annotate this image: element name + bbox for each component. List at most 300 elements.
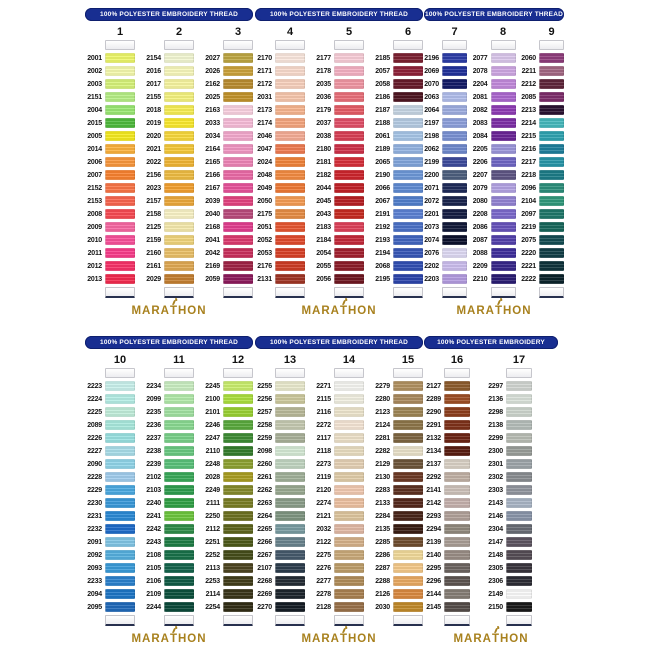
thread-swatch: [164, 394, 194, 404]
thread-swatch: [444, 602, 470, 612]
thread-swatch: [491, 248, 516, 258]
thread-row: [203, 420, 253, 430]
thread-code: 2186: [375, 93, 390, 101]
thread-row: [144, 92, 194, 102]
thread-swatch: [393, 433, 423, 443]
thread-swatch: [164, 261, 194, 271]
thread-swatch: [442, 235, 467, 245]
thread-swatch: [393, 105, 423, 115]
thread-row: [314, 394, 364, 404]
thread-code: 2006: [87, 158, 102, 166]
thread-code: 2136: [488, 395, 503, 403]
thread-code: 2280: [375, 395, 390, 403]
thread-code: 2025: [205, 93, 220, 101]
brand-text-left: MARA: [301, 305, 340, 317]
thread-code: 2042: [205, 249, 220, 257]
thread-code: 2034: [205, 132, 220, 140]
thread-swatch: [393, 118, 423, 128]
thread-code: 2177: [316, 54, 331, 62]
thread-code: 2301: [488, 460, 503, 468]
thread-column: [85, 26, 135, 298]
thread-swatch: [334, 563, 364, 573]
thread-swatch: [223, 105, 253, 115]
thread-code: 2089: [87, 421, 102, 429]
thread-row: [424, 511, 470, 521]
thread-swatch: [393, 274, 423, 284]
thread-row: [373, 196, 423, 206]
thread-code: 2121: [316, 512, 331, 520]
thread-swatch: [506, 537, 532, 547]
thread-row: [144, 209, 194, 219]
thread-swatch: [275, 274, 305, 284]
thread-swatch: [393, 602, 423, 612]
spool-bottom: [334, 615, 364, 626]
thread-swatch: [444, 472, 470, 482]
thread-code: 2303: [488, 486, 503, 494]
thread-code: 2196: [424, 54, 439, 62]
thread-code: 2227: [87, 447, 102, 455]
thread-code: 2170: [257, 54, 272, 62]
thread-row: [486, 433, 532, 443]
thread-code: 2232: [87, 525, 102, 533]
thread-row: [314, 498, 364, 508]
thread-swatch: [275, 157, 305, 167]
thread-code: 2214: [521, 119, 536, 127]
thread-swatch: [105, 459, 135, 469]
thread-swatch: [334, 589, 364, 599]
thread-swatch: [164, 66, 194, 76]
spool-bottom: [444, 615, 470, 626]
thread-code: 2221: [521, 262, 536, 270]
brand-letter-t: T: [495, 305, 503, 317]
thread-code: 2109: [146, 590, 161, 598]
thread-swatch: [393, 576, 423, 586]
thread-swatch: [444, 459, 470, 469]
thread-swatch: [334, 66, 364, 76]
thread-row: [255, 485, 305, 495]
thread-swatch: [334, 196, 364, 206]
spool-bottom: [223, 287, 253, 298]
thread-row: [314, 118, 364, 128]
thread-swatch: [275, 433, 305, 443]
thread-row: [373, 53, 423, 63]
thread-swatch: [223, 511, 253, 521]
thread-row: [314, 235, 364, 245]
thread-swatch: [275, 394, 305, 404]
thread-swatch: [105, 248, 135, 258]
spool-bottom: [275, 615, 305, 626]
thread-code: 2239: [146, 460, 161, 468]
thread-code: 2148: [488, 551, 503, 559]
thread-swatch: [275, 131, 305, 141]
thread-row: [424, 131, 467, 141]
thread-code: 2281: [375, 434, 390, 442]
panel-header: 100% POLYESTER EMBROIDERY THREAD: [255, 336, 423, 349]
spool-top: [393, 40, 423, 50]
column-number: 12: [231, 354, 245, 366]
thread-code: 2028: [205, 473, 220, 481]
thread-swatch: [444, 524, 470, 534]
thread-code: 2039: [205, 197, 220, 205]
thread-swatch: [506, 550, 532, 560]
thread-swatch: [442, 118, 467, 128]
thread-code: 2167: [205, 184, 220, 192]
thread-swatch: [491, 183, 516, 193]
thread-swatch: [223, 53, 253, 63]
thread-code: 2032: [316, 525, 331, 533]
thread-swatch: [393, 381, 423, 391]
thread-row: [373, 433, 423, 443]
thread-swatch: [105, 394, 135, 404]
thread-row: [85, 209, 135, 219]
thread-row: [85, 524, 135, 534]
thread-swatch: [223, 235, 253, 245]
thread-code: 2127: [426, 382, 441, 390]
thread-code: 2180: [316, 145, 331, 153]
column-number: 6: [404, 26, 412, 38]
thread-column: [373, 354, 423, 626]
thread-code: 2064: [424, 106, 439, 114]
thread-code: 2292: [426, 473, 441, 481]
thread-row: [373, 407, 423, 417]
thread-column: [203, 26, 253, 298]
thread-code: 2245: [205, 382, 220, 390]
thread-code: 2271: [316, 382, 331, 390]
thread-swatch: [334, 105, 364, 115]
thread-row: [255, 576, 305, 586]
thread-row: [373, 381, 423, 391]
thread-row: [255, 394, 305, 404]
thread-row: [144, 274, 194, 284]
thread-code: 2237: [146, 434, 161, 442]
thread-code: 2293: [426, 512, 441, 520]
thread-row: [144, 407, 194, 417]
thread-row: [521, 274, 564, 284]
thread-row: [486, 446, 532, 456]
thread-code: 2084: [472, 132, 488, 140]
thread-row: [486, 563, 532, 573]
thread-code: 2122: [316, 538, 331, 546]
thread-swatch: [393, 79, 423, 89]
thread-swatch: [539, 79, 564, 89]
thread-swatch: [539, 261, 564, 271]
thread-swatch: [164, 446, 194, 456]
thread-swatch: [105, 446, 135, 456]
thread-swatch: [393, 196, 423, 206]
thread-swatch: [393, 248, 423, 258]
thread-swatch: [393, 222, 423, 232]
thread-swatch: [105, 524, 135, 534]
thread-row: [255, 170, 305, 180]
thread-code: 2047: [257, 145, 272, 153]
thread-code: 2201: [424, 210, 439, 218]
thread-code: 2296: [426, 577, 441, 585]
thread-row: [255, 511, 305, 521]
thread-swatch: [442, 170, 467, 180]
spool-bottom: [164, 287, 194, 298]
thread-row: [144, 66, 194, 76]
thread-code: 2229: [87, 486, 102, 494]
thread-code: 2249: [205, 486, 220, 494]
thread-swatch: [491, 170, 516, 180]
thread-code: 2298: [488, 408, 503, 416]
thread-row: [521, 144, 564, 154]
thread-row: [203, 381, 253, 391]
thread-swatch: [539, 66, 564, 76]
thread-swatch: [334, 92, 364, 102]
thread-swatch: [539, 222, 564, 232]
thread-code: 2197: [424, 119, 439, 127]
thread-swatch: [442, 66, 467, 76]
thread-code: 2077: [472, 54, 488, 62]
thread-code: 2185: [375, 54, 390, 62]
thread-row: [314, 589, 364, 599]
thread-code: 2234: [146, 382, 161, 390]
thread-code: 2005: [87, 132, 102, 140]
thread-swatch: [442, 92, 467, 102]
thread-swatch: [223, 524, 253, 534]
thread-swatch: [164, 274, 194, 284]
thread-row: [486, 576, 532, 586]
thread-code: 2068: [375, 262, 390, 270]
thread-swatch: [275, 261, 305, 271]
thread-code: 2176: [257, 262, 272, 270]
thread-swatch: [539, 144, 564, 154]
spool-bottom: [491, 287, 516, 298]
thread-swatch: [539, 248, 564, 258]
thread-row: [255, 537, 305, 547]
thread-swatch: [491, 92, 516, 102]
thread-swatch: [393, 420, 423, 430]
thread-code: 2193: [375, 236, 390, 244]
thread-swatch: [442, 196, 467, 206]
thread-row: [424, 66, 467, 76]
thread-swatch: [223, 589, 253, 599]
thread-row: [521, 105, 564, 115]
flame-icon: [172, 300, 176, 305]
thread-swatch: [164, 511, 194, 521]
thread-swatch: [275, 66, 305, 76]
thread-row: [255, 53, 305, 63]
thread-row: [521, 222, 564, 232]
thread-swatch: [164, 131, 194, 141]
thread-code: 2073: [424, 223, 439, 231]
spool-bottom: [393, 615, 423, 626]
thread-swatch: [164, 420, 194, 430]
thread-row: [144, 105, 194, 115]
thread-swatch: [223, 602, 253, 612]
thread-row: [203, 576, 253, 586]
thread-code: 2083: [472, 119, 488, 127]
thread-code: 2157: [146, 197, 161, 205]
thread-code: 2114: [205, 590, 220, 598]
thread-swatch: [223, 394, 253, 404]
brand-logo: [424, 633, 558, 645]
thread-swatch: [393, 537, 423, 547]
thread-swatch: [275, 248, 305, 258]
thread-code: 2282: [375, 447, 390, 455]
thread-code: 2041: [205, 236, 220, 244]
thread-swatch: [164, 170, 194, 180]
thread-row: [373, 459, 423, 469]
thread-row: [144, 394, 194, 404]
thread-swatch: [105, 485, 135, 495]
column-number: 14: [342, 354, 356, 366]
thread-code: 2141: [426, 486, 441, 494]
thread-row: [203, 222, 253, 232]
spool-top: [444, 368, 470, 378]
thread-code: 2082: [472, 106, 488, 114]
thread-code: 2140: [426, 551, 441, 559]
thread-code: 2190: [375, 171, 390, 179]
thread-code: 2166: [205, 171, 220, 179]
thread-code: 2220: [521, 249, 536, 257]
column-number: 11: [173, 354, 185, 366]
thread-row: [203, 157, 253, 167]
thread-row: [203, 170, 253, 180]
thread-swatch: [444, 576, 470, 586]
thread-swatch: [491, 79, 516, 89]
thread-swatch: [275, 550, 305, 560]
thread-row: [424, 157, 467, 167]
thread-row: [85, 248, 135, 258]
thread-column: [424, 26, 467, 298]
thread-swatch: [223, 537, 253, 547]
thread-swatch: [164, 209, 194, 219]
thread-row: [373, 222, 423, 232]
thread-row: [314, 105, 364, 115]
thread-code: 2265: [257, 525, 272, 533]
thread-swatch: [164, 118, 194, 128]
thread-code: 2158: [146, 210, 161, 218]
thread-row: [85, 420, 135, 430]
thread-swatch: [442, 105, 467, 115]
thread-swatch: [442, 248, 467, 258]
thread-code: 2283: [375, 486, 390, 494]
thread-row: [486, 472, 532, 482]
thread-swatch: [393, 407, 423, 417]
thread-row: [373, 563, 423, 573]
thread-code: 2240: [146, 499, 161, 507]
thread-code: 2216: [521, 145, 536, 153]
thread-swatch: [444, 589, 470, 599]
thread-swatch: [223, 92, 253, 102]
thread-code: 2010: [87, 236, 102, 244]
thread-row: [486, 589, 532, 599]
thread-row: [424, 381, 470, 391]
thread-row: [203, 274, 253, 284]
thread-row: [85, 589, 135, 599]
thread-column: [314, 354, 364, 626]
thread-row: [424, 222, 467, 232]
thread-code: 2151: [87, 93, 102, 101]
brand-text-right: HON: [347, 633, 377, 645]
thread-row: [424, 209, 467, 219]
thread-code: 2031: [257, 93, 272, 101]
brand-letter-t: T: [170, 305, 178, 317]
thread-swatch: [334, 157, 364, 167]
thread-code: 2200: [424, 171, 439, 179]
thread-row: [373, 420, 423, 430]
thread-swatch: [334, 144, 364, 154]
spool-bottom: [442, 287, 467, 298]
thread-swatch: [444, 407, 470, 417]
thread-swatch: [223, 274, 253, 284]
thread-row: [85, 196, 135, 206]
thread-row: [521, 196, 564, 206]
thread-column: [521, 26, 564, 298]
thread-code: 2210: [472, 275, 488, 283]
thread-row: [255, 131, 305, 141]
column-number: 10: [113, 354, 127, 366]
thread-code: 2171: [257, 67, 272, 75]
thread-code: 2259: [257, 434, 272, 442]
thread-code: 2300: [488, 447, 503, 455]
thread-row: [473, 66, 516, 76]
thread-swatch: [164, 381, 194, 391]
thread-code: 2046: [257, 132, 272, 140]
thread-row: [424, 144, 467, 154]
thread-column: [373, 26, 423, 298]
thread-code: 2213: [521, 106, 536, 114]
thread-swatch: [105, 131, 135, 141]
thread-swatch: [393, 446, 423, 456]
thread-code: 2101: [205, 408, 220, 416]
thread-swatch: [275, 446, 305, 456]
thread-swatch: [334, 602, 364, 612]
brand-logo: [85, 633, 253, 645]
thread-row: [424, 537, 470, 547]
thread-row: [85, 550, 135, 560]
thread-code: 2040: [205, 210, 220, 218]
thread-code: 2306: [488, 577, 503, 585]
thread-code: 2123: [375, 408, 390, 416]
thread-row: [486, 420, 532, 430]
thread-code: 2159: [146, 236, 161, 244]
thread-code: 2183: [316, 223, 331, 231]
brand-letter-t: T: [340, 633, 348, 645]
thread-row: [144, 131, 194, 141]
thread-swatch: [444, 485, 470, 495]
thread-row: [144, 576, 194, 586]
thread-chart-panel: [85, 8, 253, 317]
thread-row: [424, 261, 467, 271]
thread-code: 2081: [472, 93, 488, 101]
spool-bottom: [105, 287, 135, 298]
thread-row: [255, 550, 305, 560]
thread-code: 2247: [205, 434, 220, 442]
thread-row: [373, 118, 423, 128]
thread-row: [473, 118, 516, 128]
thread-swatch: [275, 381, 305, 391]
thread-code: 2256: [257, 395, 272, 403]
spool-bottom: [164, 615, 194, 626]
thread-swatch: [223, 222, 253, 232]
thread-code: 2219: [521, 223, 536, 231]
thread-swatch: [393, 131, 423, 141]
column-number: 1: [116, 26, 124, 38]
thread-row: [314, 459, 364, 469]
thread-swatch: [105, 407, 135, 417]
thread-code: 2074: [424, 236, 439, 244]
thread-code: 2116: [316, 408, 331, 416]
thread-code: 2160: [146, 249, 161, 257]
thread-swatch: [444, 394, 470, 404]
thread-swatch: [105, 53, 135, 63]
thread-swatch: [491, 196, 516, 206]
thread-code: 2198: [424, 132, 439, 140]
thread-code: 2226: [87, 434, 102, 442]
